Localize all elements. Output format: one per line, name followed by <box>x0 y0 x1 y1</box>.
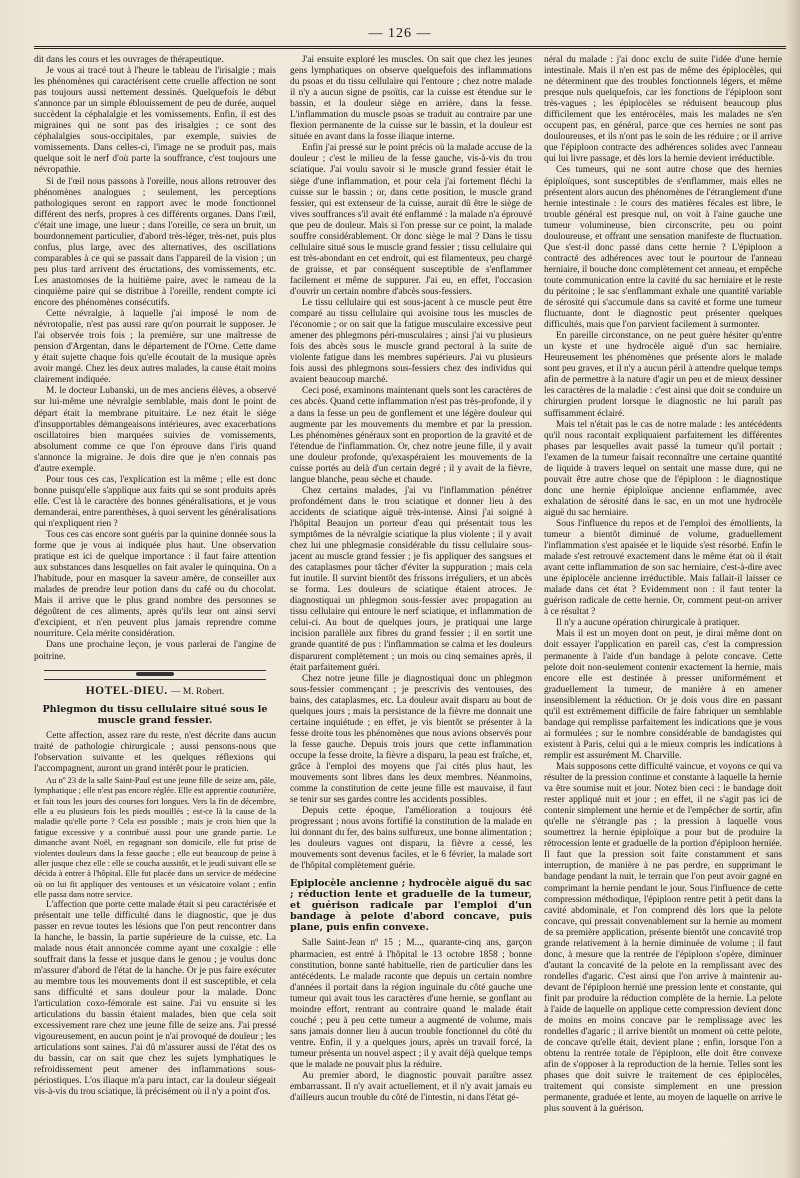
article-subtitle: Phlegmon du tissu cellulaire situé sous le muscle grand fessier. <box>42 703 268 726</box>
paragraph: Mais tel n'était pas le cas de notre malade : les antécédents qu'il nous racontait expliquaient parfaitement les différentes phases par lesquelles avait passé la tumeur qu'il portait ; l'examen de la tumeur faisait reconnaître une certaine quantité de liquide à travers lequel on sentait une masse dure, qui ne pouvait être autre chose que de l'épiploon : le diagnostique donc une hernie épiploïque ancienne enflammée, avec exhalation de sérosité dans le sac, en un mot une hydrocèle aiguë du sac herniaire. <box>544 419 782 518</box>
column-left <box>34 55 276 1099</box>
section-title <box>34 686 276 698</box>
paragraph: Enfin j'ai pressé sur le point précis où la malade accuse de la douleur ; c'est le milieu de la fesse gauche, vis-à-vis du trou sciatique. J'ai voulu savoir si le muscle grand fessier était le siège d'une inflammation, et pour cela j'ai fortement fléchi la cuisse sur le bassin ; or, dans cette position, le muscle grand fessier, qui est extenseur de la cuisse, aurait dû être le siège de vives souffrances s'il avait été enflammé : la malade n'a éprouvé que peu de douleur. Mais si l'on presse sur ce point, la malade souffre considérablement. Or donc siège le mal ? Dans le tissu cellulaire situé sous le muscle grand fessier ; tissu cellulaire qui est très-abondant en cet endroit, qui est filamenteux, peu chargé de graisse, et par conséquent susceptible de s'enflammer facilement et même de suppurer. J'ai eu, en effet, l'occasion d'ouvrir un certain nombre d'abcès sous-fessiers. <box>290 143 532 297</box>
paragraph: Au premier abord, le diagnostic pouvait paraître assez embarrassant. Il n'y avait actuellement, et il n'y avait jamais eu d'ailleurs aucun trouble du côté de l'intestin, ni dans l'état gé- <box>290 1071 532 1104</box>
paragraph: Mais il est un moyen dont on peut, je dirai même dont on doit essayer l'application en pareil cas, c'est la compression permanente à l'aide d'un bandage à pelote concave. Cette pelote doit non-seulement contenir exactement la hernie, mais encore elle est destinée à presser uniformément et graduellement la tumeur, de manière à en amener insensiblement la réduction. Or je dois vous dire en passant qu'il est extrêmement difficile de faire fabriquer un semblable bandage qui remplisse parfaitement les indications que je vous ai formulées ; sur le nombre considérable de bandagistes qui existent à Paris, celui qui a le mieux compris les indications à remplir est assurément M. Charville. <box>544 629 782 761</box>
paragraph: Au nº 23 de la salle Saint-Paul est une jeune fille de seize ans, pâle, lymphatique ; elle n'est pas encore réglée. Elle est apprentie couturière, et fait tous les jours des courses fort longues. Vers la fin de décembre, elle a eu plusieurs fois les pieds mouillés ; est-ce là la cause de la maladie qu'elle porte ? Cela est possible ; mais je crois bien que la fatigue excessive y a contribué aussi pour une grande partie. Le dimanche avant Noël, en regagnant son domicile, elle fut prise de violentes douleurs dans la fesse gauche ; elle eut beaucoup de peine à aller jusque chez elle : elle se coucha aussitôt, et le jeudi suivant elle se décida à entrer à l'hôpital. Elle fut placée dans un service de médecine où on lui fit appliquer des ventouses et un vésicatoire volant ; enfin elle passa dans notre service. <box>34 774 276 900</box>
article-subtitle: Epiplocèle ancienne ; hydrocèle aiguë du sac ; réduction lente et graduelle de la tumeur, et guérison radicale par l'emploi d'un bandage à pelote d'abord concave, puis plane, puis enfin convexe. <box>290 878 532 934</box>
page-number: — 126 — <box>368 26 432 41</box>
paragraph: Ces tumeurs, qui ne sont autre chose que des hernies épiploïques, sont susceptibles de s'enflammer, mais elles ne présentent alors aucun des phénomènes de l'étranglement d'une hernie intestinale : le cours des matières fécales est libre, le trouble général est presque nul, on voit à l'aine gauche une tumeur volumineuse, bien circonscrite, peu ou point douloureuse, et offrant une sensation manifeste de fluctuation. Que s'est-il donc passé dans cette hernie ? L'épiploon a contracté des adhérences avec tout le pourtour de l'anneau herniaire, il bouche donc complètement cet anneau, et empêche toute communication entre la cavité du sac herniaire et le reste du péritoine ; le sac s'enflammant exhale une quantité variable de sérosité qui s'accumule dans sa cavité et forme une tumeur fluctuante, dont le diagnostic peut présenter quelques difficultés, mais que l'on parvient facilement à surmonter. <box>544 165 782 331</box>
column-middle <box>290 55 532 1104</box>
paragraph: Il n'y a aucune opération chirurgicale à pratiquer. <box>556 618 740 629</box>
paragraph: Le tissu cellulaire qui est sous-jacent à ce muscle peut être comparé au tissu cellulaire qui avoisine tous les muscles de l'économie ; or on sait que la fatigue musculaire excessive peut amener des phlegmons péri-musculaires ; ainsi j'ai vu plusieurs fois des abcès sous le muscle grand pectoral à la suite de violente fatigue dans les membres supérieurs. J'ai vu plusieurs fois aussi des phlegmons sous-fessiers chez des individus qui avaient beaucoup marché. <box>290 298 532 386</box>
paragraph: Salle Saint-Jean nº 15 ; M..., quarante-cinq ans, garçon pharmacien, est entré à l'hôpital le 13 octobre 1858 ; bonne constitution, bonne santé habituelle, rien de particulier dans les antécédents. Le malade raconte que depuis un certain nombre d'années il portait dans la région inguinale du côté gauche une tumeur qui avait tous les caractères d'une hernie, se gonflant au moindre effort, rentrant au contraire quand le malade était couché ; peu à peu cette tumeur a augmenté de volume, mais sans jamais donner lieu à aucun trouble fonctionnel du côté du ventre. Enfin, il y a quelques jours, après un travail forcé, la tumeur présenta un nouvel aspect ; il y avait déjà quelque temps que le malade ne pouvait plus la réduire. <box>290 938 532 1070</box>
paragraph: M. le docteur Lubanski, un de mes anciens élèves, a observé sur lui-même une névralgie semblable, mais dont le point de départ était la membrane pituitaire. Le nez était le siège d'insupportables démangeaisons intérieures, avec exacerbations oscillatoires bien marquées suivies de vomissements, absolument comme ce que l'on éprouve dans l'iris quand s'annonce la migraine. Je dois dire que je n'en connais pas d'autre exemple. <box>34 386 276 474</box>
section-author: — M. Robert. <box>170 686 225 697</box>
paragraph: néral du malade : j'ai donc exclu de suite l'idée d'une hernie intestinale. Mais il n'en est pas de même des épiplocèles, qui ne déterminent que des troubles fonctionnels légers, et même presque nuls quelquefois, car les fonctions de l'épiploon sont très-vagues ; les épiplocèles se réduisent beaucoup plus difficilement que les entérocèles, mais les malades ne s'en occupent pas, en général, parce que ces hernies ne sont pas douloureuses, et ils n'ont pas le soin de les réduire ; or il arrive que l'épiploon contracte des adhérences solides avec l'anneau qui lui livre passage, et dès lors la hernie devient irréductible. <box>544 55 782 165</box>
paragraph: Mais supposons cette difficulté vaincue, et voyons ce qui va résulter de la pression continue et constante à laquelle la hernie va être soumise nuit et jour. Notez bien ceci : le bandage doit rester appliqué nuit et jour ; en effet, il ne s'agit pas ici de contenir simplement une hernie et de l'empêcher de sortir, afin qu'elle ne s'étrangle pas ; la pression à laquelle vous soumettrez la hernie épiploïque a pour but de produire la rétrocession lente et graduelle de la portion d'épiploon herniée. Il faut que la pression soit faite constamment et sans interruption, de manière à ne pas perdre, en supprimant le bandage pendant la nuit, le terrain que l'on peut avoir gagné en comprimant la hernie pendant le jour. Sous l'influence de cette compression méthodique, l'épiploon rentre petit à petit dans la cavité abdominale, et l'on comprend dès lors que la pelote concave, qui pressait convenablement sur la hernie au moment de sa première application, présente bientôt une concavité trop grande relativement à la hernie diminuée de volume ; il faut donc, à mesure que la rentrée de l'épiploon s'opère, diminuer d'autant la concavité de la pelote en la remplissant avec des rondelles d'agaric. C'est ainsi que l'on arrive à maintenir au-devant de l'épiploon hernié une pression lente et constante, qui finit par produire la réduction complète de la hernie. La pelote à l'aide de laquelle on applique cette compression devient donc de moins en moins concave par le remplissage avec les rondelles d'agaric ; il arrive bientôt un moment où cette pelote, de concave qu'elle était, devient plane ; enfin, lorsque l'on a obtenu la rentrée totale de l'épiploon, elle doit être convexe afin de s'opposer à la reproduction de la hernie. Telles sont les phases que doit suivre le traitement de ces épiplocèles, traitement qui consiste simplement en une pression permanente, graduée et lente, au moyen de laquelle on arrive le plus souvent à la guérison. <box>544 762 782 1115</box>
paragraph: Si de l'œil nous passons à l'oreille, nous allons retrouver des phénomènes analogues ; seulement, les perceptions pathologiques seront en rapport avec le mode fonctionnel différent des nerfs, propres à ces différents organes. Dans l'œil, c'était une image, une lueur ; dans l'oreille, ce sera un bruit, un bourdonnement particulier, d'abord très-léger, très-net, puis plus confus, plus large, avec des alternatives, des oscillations comparables à ce qui se passait dans l'appareil de la vision ; un peu plus tard arrivent des éructations, des vomissements, etc. Les anastomoses de la huitième paire, avec le rameau de la cinquième paire qui se distribue à l'oreille, rendent compte ici encore des phénomènes consécutifs. <box>34 176 276 309</box>
paragraph: J'ai ensuite exploré les muscles. On sait que chez les jeunes gens lymphatiques on observe quelquefois des inflammations du psoas et du tissu cellulaire qui l'entoure ; chez notre malade il n'y a aucun signe de psoïtis, car la cuisse est étendue sur le bassin, et la douleur siège en arrière, dans la fesse. L'inflammation du muscle psoas se traduit au contraire par une flexion permanente de la cuisse sur le bassin, et la douleur est située en avant dans la fosse iliaque interne. <box>290 55 532 143</box>
section-title-text: HOTEL-DIEU. <box>85 684 168 697</box>
header-rule <box>34 46 786 49</box>
paragraph: Sous l'influence du repos et de l'emploi des émollients, la tumeur a bientôt diminué de volume, graduellement l'inflammation s'est apaisée et le liquide s'est résorbé. Enfin le malade s'est retrouvé exactement dans le même état où il était avant cette inflammation de son sac herniaire, c'est-à-dire avec une épiplocèle ancienne irréductible. Mais fallait-il laisser ce malade dans cet état ? Evidemment non : il faut tenter la guérison radicale de cette hernie. Or, comment peut-on arriver à ce résultat ? <box>544 518 782 618</box>
paragraph: Tous ces cas encore sont guéris par la quinine donnée sous la forme que je vous ai indiquée plus haut. Une observation pratique est ici de quelque importance : il faut faire attention aux substances dans lesquelles on fait avaler le quinquina. On a l'habitude, pour en masquer la saveur amère, de conseiller aux malades de prendre leur potion dans du café ou du chocolat. Mais il arrive que le plus grand nombre des personnes se dégoûtent de ces aliments, après qu'ils leur ont ainsi servi d'excipient, et n'en peuvent plus jamais reprendre comme nourriture. Cela mérite considération. <box>34 530 276 640</box>
paragraph: dit dans les cours et les ouvrages de thérapeutique. <box>34 55 224 65</box>
paragraph: Chez notre jeune fille je diagnostiquai donc un phlegmon sous-fessier commençant ; je prescrivis des ventouses, des bains, des cataplasmes, etc. La douleur avait disparu au bout de quelques jours ; mais la persistance de la fièvre me donnait une certaine inquiétude ; en effet, je vis bientôt se présenter à la fesse droite tous les phénomènes que nous avions observés pour la fesse gauche. Depuis trois jours que cette inflammation occupe la fesse droite, la fièvre a disparu, la peau est fraîche, et, grâce à l'emploi des moyens que j'ai cités plus haut, les mouvements sont libres dans les deux membres. Néanmoins, comme la constitution de cette jeune fille est mauvaise, il faut se tenir sur ses gardes contre les accidents possibles. <box>290 673 532 806</box>
paragraph: Chez certains malades, j'ai vu l'inflammation pénétrer profondément dans le trou sciatique et donner lieu à des accidents de sciatique aiguë très-intense. Ainsi j'ai soigné à l'hôpital Beaujon un porteur d'eau qui présentait tous les symptômes de la névralgie sciatique la plus violente ; il y avait chez lui une phlegmasie considérable du tissu cellulaire sous-jacent au muscle grand fessier ; je fis appliquer des sangsues et des cataplasmes pour tâcher d'éviter la suppuration ; mais cela fut inutile. Il survint bientôt des frissons irréguliers, et un abcès se forma. Les douleurs de sciatique étaient atroces. Je diagnostiquai un phlegmon sous-fessier avec propagation au tissu cellulaire qui entoure le nerf sciatique, et inflammation de celui-ci. Au bout de quelques jours, je pratiquai une large incision parallèle aux fibres du grand fessier ; il en sortit une grande quantité de pus : l'inflammation se calma et les douleurs disparurent complètement ; un mois ou cinq semaines après, il était parfaitement guéri. <box>290 485 532 673</box>
paragraph: Depuis cette époque, l'amélioration a toujours été progressant ; nous avons fortifié la constitution de la malade en lui donnant du fer, des bains sulfureux, une bonne alimentation ; les douleurs vagues ont disparu, la fièvre a cessé, les mouvements sont devenus faciles, et le 6 février, la malade sort de l'hôpital complètement guérie. <box>290 806 532 872</box>
page-edge-shadow <box>786 0 800 1178</box>
section-divider <box>44 670 266 680</box>
paragraph: Pour tous ces cas, l'explication est la même ; elle est donc bonne puisqu'elle s'applique aux faits qui se sont produits après elle. C'est là le caractère des bonnes généralisations, et je vous demanderai, entre parenthèses, à quoi servent les généralisations qui n'expliquent rien ? <box>34 474 276 529</box>
paragraph: Dans une prochaine leçon, je vous parlerai de l'angine de poitrine. <box>34 640 276 662</box>
paragraph: Cette névralgie, à laquelle j'ai imposé le nom de névrotopalie, n'est pas aussi rare qu'on pourrait le supposer. Je l'ai observée trois fois ; la première, sur une maîtresse de pension d'Argentan, dans le département de l'Orne. Cette dame y était sujette chaque fois qu'elle écoutait de la musique après avoir mangé. Chez les deux autres malades, la cause était moins clairement indiquée. <box>34 309 276 386</box>
paragraph: L'affection que porte cette malade était si peu caractérisée et présentait une telle difficulté dans le diagnostic, que je dus passer en revue toutes les lésions que l'on peut rencontrer dans la hanche, le bassin, la partie supérieure de la cuisse, etc. La malade nous était annoncée comme ayant une coxalgie : elle souffrait dans la fesse et jusque dans le genou ; je voulus donc m'assurer d'abord de l'état de la hanche. Or je pus faire exécuter au membre tous les mouvements dont il est susceptible, et cela sans difficulté et sans douleur pour la malade. Donc l'articulation coxo-fémorale est saine. J'ai vu ensuite si les articulations du bassin étaient malades, bien que cela soit excessivement rare chez une jeune fille de seize ans. J'ai pressé vigoureusement, en aucun point je n'ai provoqué de douleur ; les articulations sont saines. J'ai dû m'assurer aussi de l'état des os du bassin, car on sait que chez les sujets lymphatiques le refroidissement peut amener des inflammations sous-périostiques. L'os iliaque m'a paru intact, car la douleur siégeait vis-à-vis du trou sciatique, là précisément où il n'y a point d'os. <box>34 899 276 1098</box>
paragraph: En pareille circonstance, on ne peut guère hésiter qu'entre un kyste et une hydrocèle aiguë d'un sac herniaire. Heureusement les phénomènes que présente alors le malade sont peu graves, et il n'y a aucun péril à attendre quelque temps afin de permettre à la nature d'agir un peu et de mieux dessiner les caractères de la maladie : c'est ainsi que doit se conduire un chirurgien prudent lorsque le diagnostic ne lui paraît pas suffisamment éclairé. <box>544 331 782 419</box>
paragraph: Ceci posé, examinons maintenant quels sont les caractères de ces abcès. Quand cette inflammation n'est pas très-profonde, il y a dans la fesse un peu de gonflement et une légère douleur qui augmente par les mouvements du membre et par la pression. Les phénomènes généraux sont en proportion de la gravité et de l'étendue de l'inflammation. Or, chez notre jeune fille, il y avait une douleur profonde, qu'exaspéraient les mouvements de la cuisse portés au delà d'un certain degré ; il y avait de la fièvre, langue blanche, peau sèche et chaude. <box>290 386 532 485</box>
paragraph: Je vous ai tracé tout à l'heure le tableau de l'irisalgie ; mais les phénomènes qui caractérisent cette cruelle affection ne sont pas toujours aussi nettement dessinés. Quelquefois le début s'annonce par un simple éblouissement de peu de durée, auquel succèdent la céphalalgie et les vomissements. Enfin, il est des migraines qui ne sont pas des irisalgies ; ce sont des céphalalgies sous-occipitales, par exemple, suivies de vomissements. Dans celles-ci, l'image ne se produit pas, mais quelque soit le nerf d'où parte la souffrance, c'est toujours une névropathie. <box>34 66 276 176</box>
paragraph: Cette affection, assez rare du reste, n'est décrite dans aucun traité de pathologie chirurgicale ; aussi pensons-nous que l'observation suivante et les quelques réflexions qui l'accompagnent, auront un grand intérêt pour le praticien. <box>34 730 276 774</box>
column-right <box>544 55 782 1116</box>
